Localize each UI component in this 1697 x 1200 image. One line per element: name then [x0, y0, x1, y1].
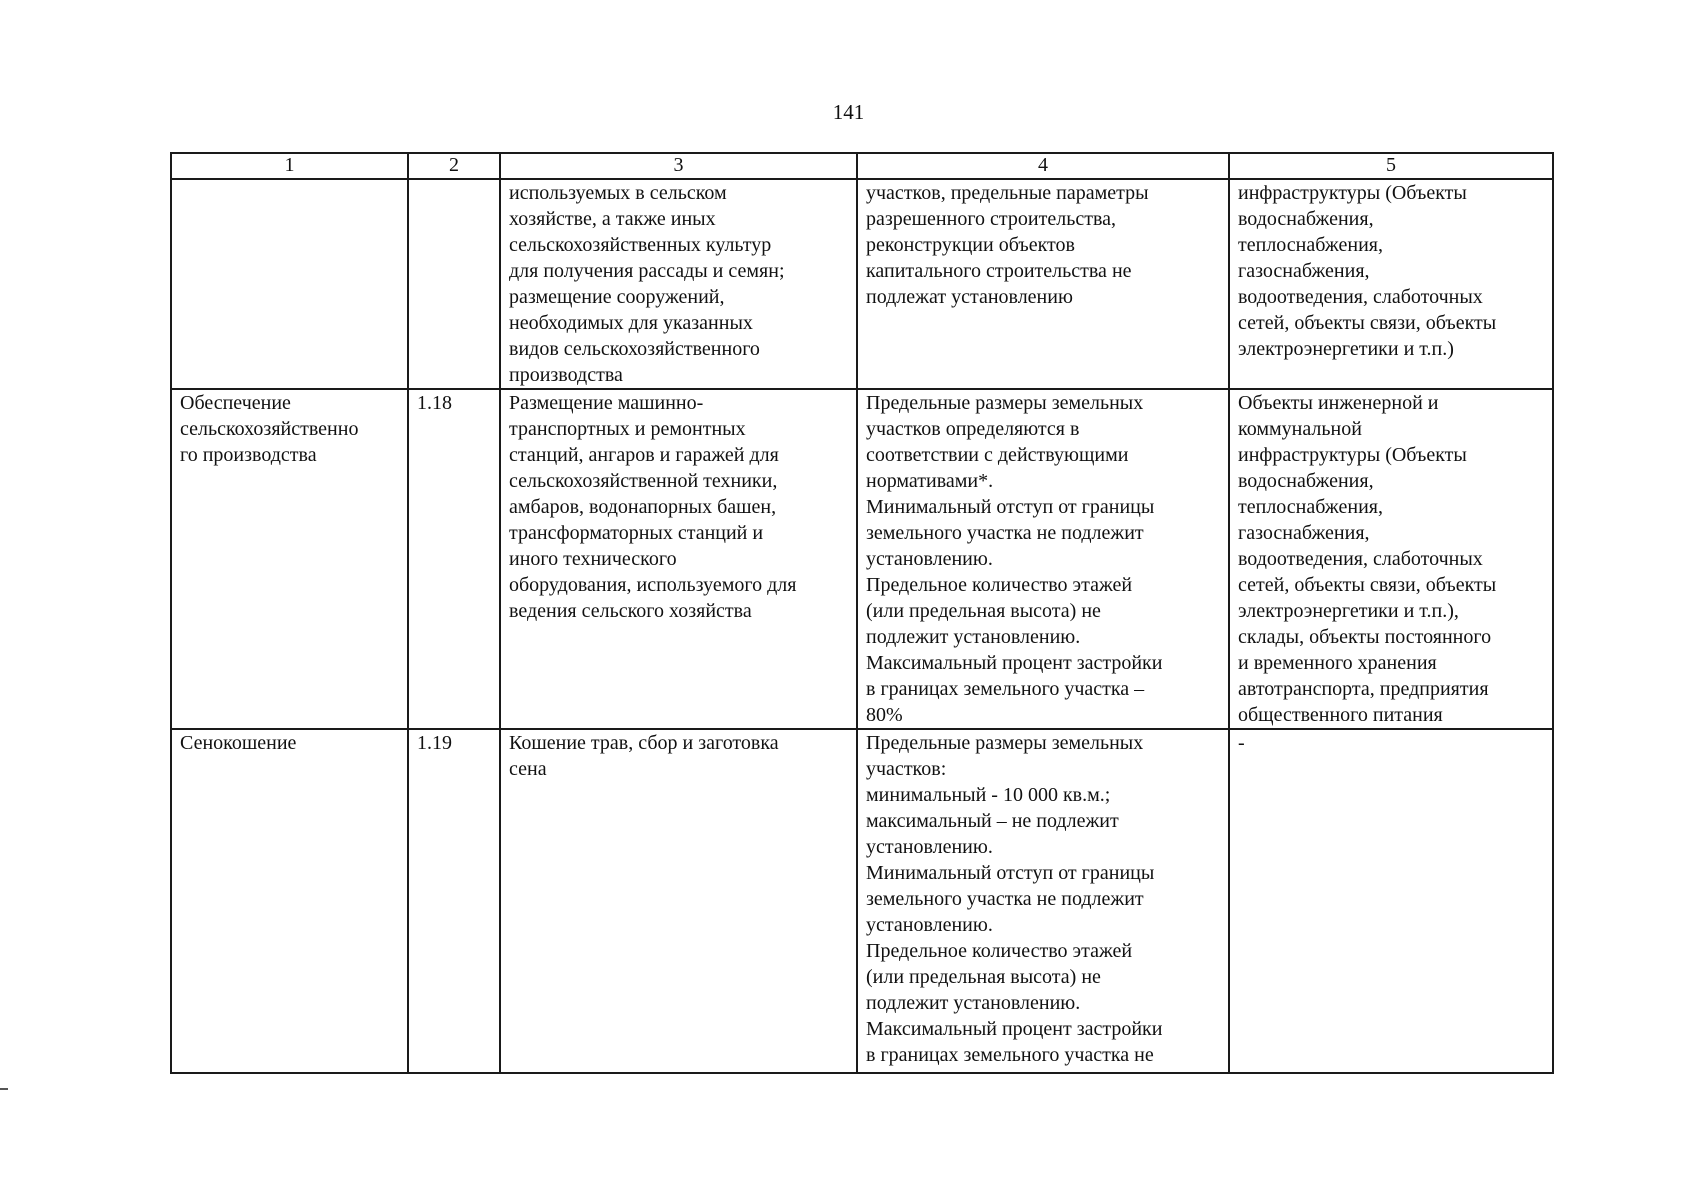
land-use-name-cell [171, 179, 408, 389]
column-header-2: 2 [408, 153, 500, 179]
parameters-cell: Предельные размеры земельных участков: минимальный - 10 000 кв.м.; максимальный – не подлежит установлению. Минимальный отступ от границы земельного участка не подлежит установлению. Предельное количество этажей (или предельная высота) не подлежит установлению. Максимальный процент застройки в границах земельного участка не [857, 729, 1229, 1073]
land-use-description-cell: Кошение трав, сбор и заготовка сена [500, 729, 857, 1073]
parameters-cell: участков, предельные параметры разрешенного строительства, реконструкции объектов капитального строительства не подлежат установлению [857, 179, 1229, 389]
table-row [171, 179, 1553, 389]
column-header-1: 1 [171, 153, 408, 179]
land-use-code-cell [408, 179, 500, 389]
column-header-3: 3 [500, 153, 857, 179]
land-use-description-cell: Размещение машинно- транспортных и ремонтных станций, ангаров и гаражей для сельскохозяйственной техники, амбаров, водонапорных башен, трансформаторных станций и иного технического оборудования, используемого для ведения сельского хозяйства [500, 389, 857, 729]
scan-margin-mark [0, 1088, 8, 1090]
table-row [171, 389, 1553, 729]
land-use-description-cell: используемых в сельском хозяйстве, а также иных сельскохозяйственных культур для получения рассады и семян; размещение сооружений, необходимых для указанных видов сельскохозяйственного производства [500, 179, 857, 389]
land-use-code-cell: 1.19 [408, 729, 500, 1073]
table-row [171, 729, 1553, 1073]
column-header-4: 4 [857, 153, 1229, 179]
page-number: 141 [832, 100, 865, 124]
table-header-row [171, 153, 1553, 179]
land-use-table [170, 152, 1554, 1074]
land-use-name-cell: Обеспечение сельскохозяйственно го производства [171, 389, 408, 729]
column-header-5: 5 [1229, 153, 1553, 179]
land-use-name-cell: Сенокошение [171, 729, 408, 1073]
land-use-code-cell: 1.18 [408, 389, 500, 729]
parameters-cell: Предельные размеры земельных участков определяются в соответствии с действующими нормативами*. Минимальный отступ от границы земельного участка не подлежит установлению. Предельное количество этажей (или предельная высота) не подлежит установлению. Максимальный процент застройки в границах земельного участка – 80% [857, 389, 1229, 729]
auxiliary-uses-cell: - [1229, 729, 1553, 1073]
auxiliary-uses-cell: Объекты инженерной и коммунальной инфраструктуры (Объекты водоснабжения, теплоснабжения, газоснабжения, водоотведения, слаботочных сетей, объекты связи, объекты электроэнергетики и т.п.), склады, объекты постоянного и временного хранения автотранспорта, предприятия общественного питания [1229, 389, 1553, 729]
auxiliary-uses-cell: инфраструктуры (Объекты водоснабжения, теплоснабжения, газоснабжения, водоотведения, слаботочных сетей, объекты связи, объекты электроэнергетики и т.п.) [1229, 179, 1553, 389]
